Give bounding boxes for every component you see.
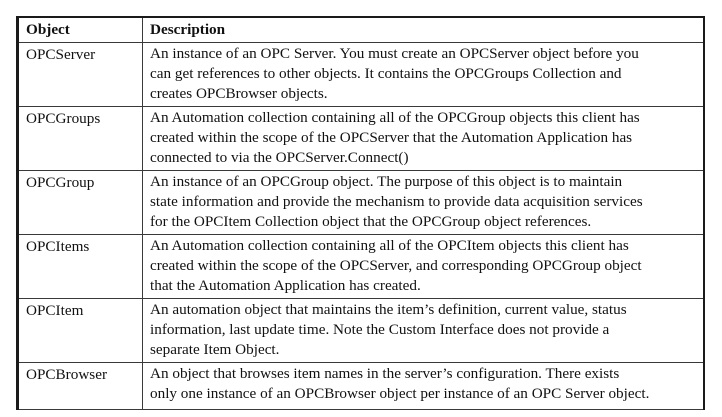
description-cell xyxy=(143,363,704,410)
object-name-cell: OPCGroups xyxy=(18,107,143,171)
object-name-cell: OPCServer xyxy=(18,43,143,107)
table-row xyxy=(18,43,704,107)
object-name-cell: OPCItem xyxy=(18,299,143,363)
table-header-row xyxy=(18,17,704,43)
header-description: Description xyxy=(143,17,704,43)
description-line: created within the scope of the OPCServer, and corresponding OPCGroup object xyxy=(150,256,642,274)
description-line: information, last update time. Note the Custom Interface does not provide a xyxy=(150,320,610,338)
description-line: that the Automation Application has created. xyxy=(150,276,421,294)
table-row xyxy=(18,363,704,410)
object-name-cell: OPCItems xyxy=(18,235,143,299)
description-line: for the OPCItem Collection object that the OPCGroup object references. xyxy=(150,212,592,230)
description-cell xyxy=(143,107,704,171)
table-row xyxy=(18,107,704,171)
description-line: An instance of an OPCGroup object. The purpose of this object is to maintain xyxy=(150,173,623,190)
description-line: An instance of an OPC Server. You must create an OPCServer object before you xyxy=(150,45,639,62)
description-line: created within the scope of the OPCServer that the Automation Application has xyxy=(150,128,633,146)
object-name-cell: OPCBrowser xyxy=(18,363,143,410)
description-line: An object that browses item names in the server’s configuration. There exists xyxy=(150,365,620,382)
description-cell xyxy=(143,171,704,235)
opc-objects-table-container xyxy=(16,16,702,410)
description-line: can get references to other objects. It contains the OPCGroups Collection and xyxy=(150,64,622,82)
description-cell xyxy=(143,235,704,299)
table-row xyxy=(18,171,704,235)
description-line: creates OPCBrowser objects. xyxy=(150,84,328,102)
description-line: state information and provide the mechanism to provide data acquisition services xyxy=(150,192,643,210)
description-cell xyxy=(143,43,704,107)
description-line: connected to via the OPCServer.Connect() xyxy=(150,148,409,166)
table-row xyxy=(18,299,704,363)
description-line: An Automation collection containing all of the OPCItem objects this client has xyxy=(150,237,629,254)
description-line: only one instance of an OPCBrowser object per instance of an OPC Server object. xyxy=(150,384,650,402)
description-line: separate Item Object. xyxy=(150,340,280,358)
description-cell xyxy=(143,299,704,363)
description-line: An Automation collection containing all of the OPCGroup objects this client has xyxy=(150,109,640,126)
opc-objects-table xyxy=(16,16,705,410)
description-line: An automation object that maintains the item’s definition, current value, status xyxy=(150,301,627,318)
object-name-cell: OPCGroup xyxy=(18,171,143,235)
header-object: Object xyxy=(18,17,143,43)
table-row xyxy=(18,235,704,299)
